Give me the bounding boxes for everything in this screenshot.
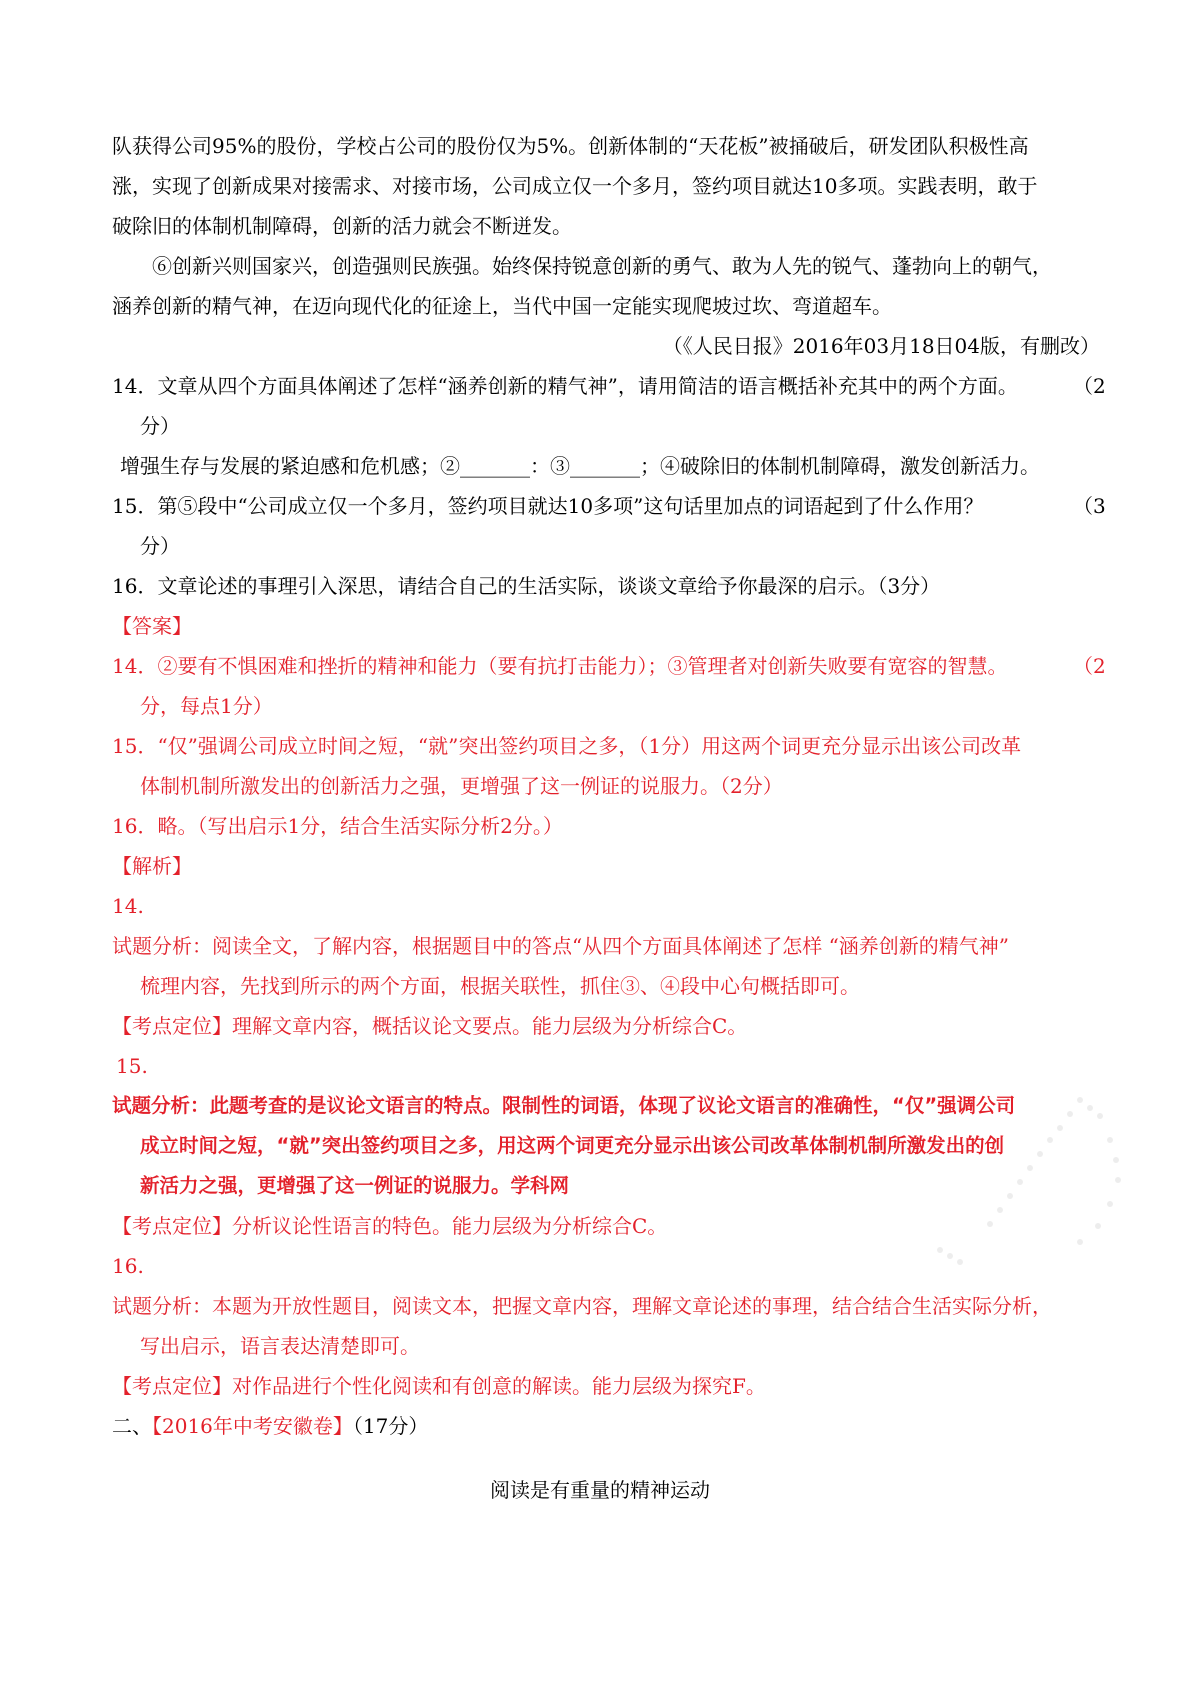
question-16: 16．文章论述的事理引入深思，请结合自己的生活实际，谈谈文章给予你最深的启示。（3分） [112, 574, 941, 598]
answer-15-line2: 体制机制所激发出的创新活力之强，更增强了这一例证的说服力。（2分） [140, 774, 783, 798]
analysis-14-line1: 试题分析：阅读全文，了解内容，根据题目中的答点“从四个方面具体阐述了怎样 “涵养创新的精气神” [112, 934, 1010, 958]
section2-title: 阅读是有重量的精神运动 [490, 1478, 710, 1502]
question-14: 14．文章从四个方面具体阐述了怎样“涵养创新的精气神”，请用简洁的语言概括补充其中的两个方面。 [112, 374, 1018, 398]
analysis-15-line3: 新活力之强，更增强了这一例证的说服力。学科网 [140, 1174, 570, 1197]
section2-tag: 【2016年中考安徽卷】 [152, 1414, 353, 1438]
analysis-15-kaodian: 【考点定位】分析议论性语言的特色。能力层级为分析综合C。 [112, 1214, 668, 1238]
answer-14-points: （2 [1073, 654, 1106, 678]
analysis-16-line1: 试题分析：本题为开放性题目，阅读文本，把握文章内容，理解文章论述的事理，结合结合生活实际分析， [112, 1294, 1052, 1318]
analysis-16-line2: 写出启示，语言表达清楚即可。 [140, 1334, 420, 1358]
analysis-16-number: 16. [112, 1254, 144, 1278]
analysis-16-kaodian: 【考点定位】对作品进行个性化阅读和有创意的解读。能力层级为探究F。 [112, 1374, 766, 1398]
question-14-fill-blanks: 增强生存与发展的紧迫感和危机感；②_______：③_______；④破除旧的体制机制障碍，激发创新活力。 [120, 454, 1040, 478]
watermark-pattern-icon [880, 1080, 1140, 1280]
answer-14: 14．②要有不惧困难和挫折的精神和能力（要有抗打击能力）；③管理者对创新失败要有宽容的智慧。 [112, 654, 1008, 678]
question-15: 15．第⑤段中“公司成立仅一个多月，签约项目就达10多项”这句话里加点的词语起到了什么作用？ [112, 494, 984, 518]
analysis-heading: 【解析】 [112, 854, 192, 878]
article-p6-line1: ⑥创新兴则国家兴，创造强则民族强。始终保持锐意创新的勇气、敢为人先的锐气、蓬勃向上的朝气， [152, 254, 1052, 278]
answer-heading: 【答案】 [112, 614, 192, 638]
analysis-14-kaodian: 【考点定位】理解文章内容，概括议论文要点。能力层级为分析综合C。 [112, 1014, 748, 1038]
analysis-14-line2: 梳理内容，先找到所示的两个方面，根据关联性，抓住③、④段中心句概括即可。 [140, 974, 860, 998]
analysis-15-number: 15. [116, 1054, 148, 1078]
section2-points: （17分） [352, 1414, 429, 1438]
article-source: （《人民日报》2016年03月18日04版，有删改） [662, 334, 1100, 358]
section2-prefix: 二、 [112, 1414, 152, 1438]
answer-14-points-cont: 分，每点1分） [140, 694, 273, 718]
analysis-15-line1: 试题分析：此题考查的是议论文语言的特点。限制性的词语，体现了议论文语言的准确性，“仅”强调公司 [112, 1094, 1016, 1117]
article-p5-line2: 涨，实现了创新成果对接需求、对接市场，公司成立仅一个多月，签约项目就达10多项。实践表明，敢于 [112, 174, 1038, 198]
analysis-14-number: 14. [112, 894, 144, 918]
answer-15-line1: 15．“仅”强调公司成立时间之短，“就”突出签约项目之多，（1分）用这两个词更充分显示出该公司改革 [112, 734, 1022, 758]
answer-16: 16．略。（写出启示1分，结合生活实际分析2分。） [112, 814, 563, 838]
question-14-points: （2 [1073, 374, 1106, 398]
article-p6-line2: 涵养创新的精气神，在迈向现代化的征途上，当代中国一定能实现爬坡过坎、弯道超车。 [112, 294, 892, 318]
article-p5-line3: 破除旧的体制机制障碍，创新的活力就会不断迸发。 [112, 214, 572, 238]
article-p5-line1: 队获得公司95%的股份，学校占公司的股份仅为5%。创新体制的“天花板”被捅破后，研发团队积极性高 [112, 134, 1029, 158]
question-15-points-cont: 分） [140, 534, 180, 558]
analysis-15-line2: 成立时间之短，“就”突出签约项目之多，用这两个词更充分显示出该公司改革体制机制所激发出的创 [140, 1134, 1005, 1157]
question-15-points: （3 [1073, 494, 1106, 518]
question-14-points-cont: 分） [140, 414, 180, 438]
section2-heading [112, 1412, 1112, 1440]
